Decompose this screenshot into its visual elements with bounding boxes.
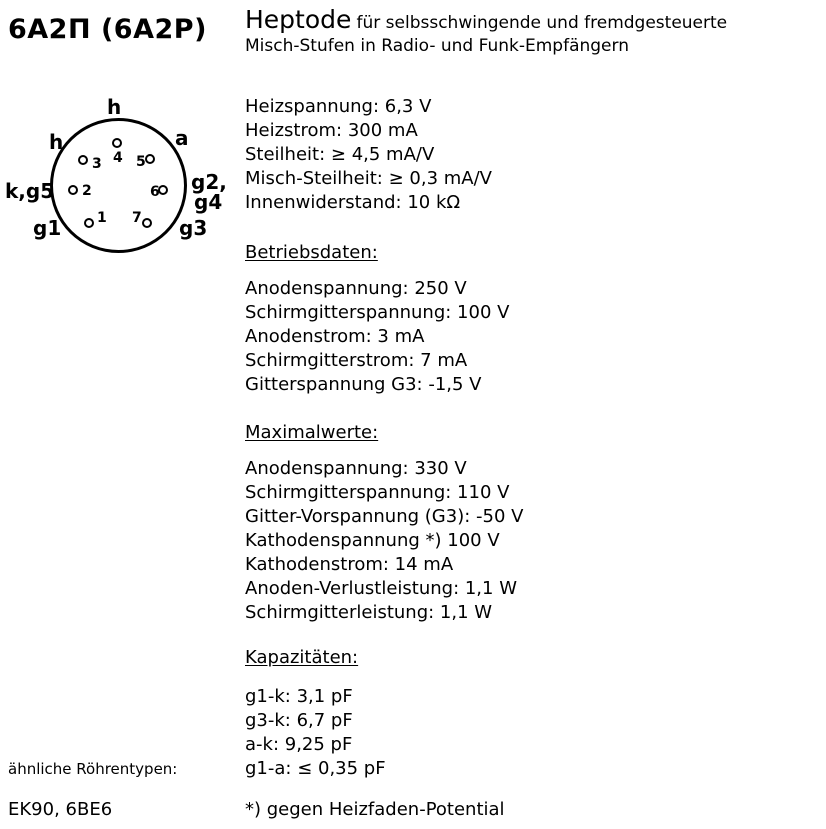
pin-1-icon [84,218,94,228]
pin-7-number: 7 [132,210,142,226]
section-maximalwerte [245,457,523,625]
spec-line: g1-a: ≤ 0,35 pF [245,758,386,779]
similar-tubes-label: ähnliche Röhrentypen: [8,760,178,778]
spec-line: Schirmgitterspannung: 100 V [245,302,510,323]
spec-line: Kathodenspannung *) 100 V [245,530,500,551]
spec-line: Anoden-Verlustleistung: 1,1 W [245,578,518,599]
electrode-label-g3: g3 [179,216,208,240]
section-betriebsdaten [245,277,509,397]
pin-2-icon [68,185,78,195]
pin-5-icon [145,154,155,164]
spec-line: Innenwiderstand: 10 kΩ [245,192,461,213]
spec-line: Misch-Steilheit: ≥ 0,3 mA/V [245,168,492,189]
spec-line: Steilheit: ≥ 4,5 mA/V [245,144,435,165]
electrode-label-heater-left: h [49,130,64,154]
pin-7-icon [142,218,152,228]
electrode-label-anode: a [175,126,189,150]
spec-line: g3-k: 6,7 pF [245,710,353,731]
spec-line: Anodenstrom: 3 mA [245,326,425,347]
spec-line: Heizspannung: 6,3 V [245,96,432,117]
spec-line: Anodenspannung: 250 V [245,278,467,299]
spec-line: Gitter-Vorspannung (G3): -50 V [245,506,524,527]
section-heading-kapazitaeten: Kapazitäten: [245,647,359,668]
spec-line: Schirmgitterleistung: 1,1 W [245,602,493,623]
tube-description-line1: für selbsschwingende und fremdgesteuerte [356,13,728,33]
spec-line: Schirmgitterspannung: 110 V [245,482,510,503]
pinout-diagram [0,0,240,270]
page-title: 6А2П (6A2P) [8,14,207,45]
pin-3-icon [78,155,88,165]
pin-1-number: 1 [97,210,107,226]
section-general-data [245,95,492,215]
section-heading-betriebsdaten: Betriebsdaten: [245,242,378,263]
spec-line: Anodenspannung: 330 V [245,458,467,479]
footnote: *) gegen Heizfaden-Potential [245,799,505,820]
similar-tubes-value: EK90, 6BE6 [8,799,113,820]
pin-5-number: 5 [136,154,146,170]
pin-6-number: 6 [150,184,160,200]
electrode-label-g2: g2, [191,170,227,194]
electrode-label-heater-top: h [107,95,122,119]
spec-line: a-k: 9,25 pF [245,734,353,755]
pin-4-number: 4 [113,150,123,166]
section-heading-maximalwerte: Maximalwerte: [245,422,379,443]
tube-description-line2: Misch-Stufen in Radio- und Funk-Empfängern [245,36,629,56]
pin-3-number: 3 [92,156,102,172]
spec-line: g1-k: 3,1 pF [245,686,353,707]
electrode-label-kathode-g5: k,g5 [5,179,55,203]
spec-line: Heizstrom: 300 mA [245,120,418,141]
electrode-label-g4: g4 [194,190,223,214]
spec-line: Schirmgitterstrom: 7 mA [245,350,468,371]
tube-type-description [245,4,823,58]
electrode-label-g1: g1 [33,216,62,240]
spec-line: Gitterspannung G3: -1,5 V [245,374,482,395]
spec-line: Kathodenstrom: 14 mA [245,554,454,575]
section-kapazitaeten [245,685,386,781]
pin-2-number: 2 [82,183,92,199]
pin-4-icon [112,138,122,148]
tube-type: Heptode [245,5,352,34]
